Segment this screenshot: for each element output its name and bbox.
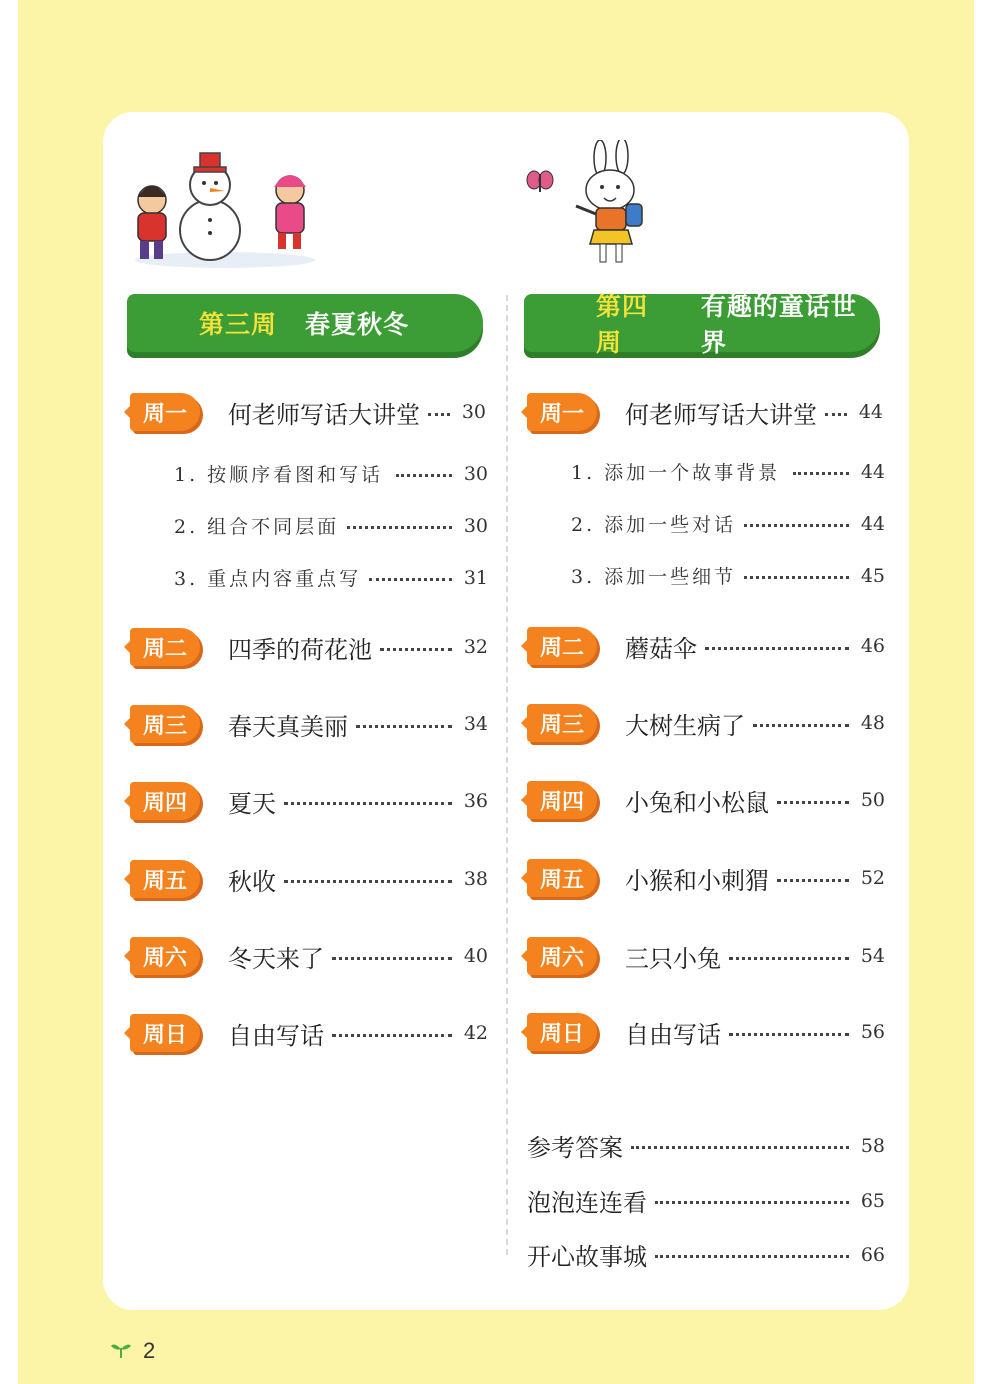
- leader-dots: [655, 1255, 849, 1258]
- day-tag: 周二: [130, 628, 200, 666]
- leader-dots: [705, 647, 849, 650]
- leader-dots: [347, 526, 452, 529]
- page-ref: 46: [860, 635, 885, 657]
- leader-dots: [777, 879, 849, 882]
- toc-entry[interactable]: [527, 937, 885, 975]
- week-number: 第四周: [596, 292, 649, 357]
- page-number: 2: [143, 1338, 156, 1363]
- page-ref: 56: [860, 1021, 885, 1043]
- day-tag: 周一: [130, 393, 200, 431]
- leader-dots: [655, 1201, 849, 1204]
- entry-title: 大树生病了: [625, 711, 745, 740]
- day-tag: 周三: [130, 705, 200, 743]
- leader-dots: [744, 524, 849, 527]
- page-ref: 50: [860, 789, 885, 811]
- subentry-title: 2. 添加一些对话: [571, 514, 737, 536]
- toc-extra-entry[interactable]: [527, 1237, 885, 1272]
- day-tag: 周六: [527, 937, 597, 975]
- page-ref: 58: [860, 1134, 885, 1157]
- entry-title: 何老师写话大讲堂: [625, 400, 817, 429]
- page-ref: 42: [463, 1022, 488, 1044]
- day-tag: 周二: [527, 627, 597, 665]
- leader-dots: [396, 474, 452, 477]
- page-ref: 54: [860, 945, 885, 967]
- page-ref: 44: [860, 512, 885, 535]
- entry-title: 四季的荷花池: [228, 635, 372, 664]
- leader-dots: [793, 472, 849, 475]
- leader-dots: [380, 648, 452, 651]
- day-tag: 周日: [527, 1013, 597, 1051]
- entry-title: 秋收: [228, 867, 276, 896]
- page-ref: 44: [858, 401, 883, 423]
- toc-entry[interactable]: [527, 781, 885, 819]
- toc-subentry[interactable]: [571, 510, 885, 537]
- day-tag: 周日: [130, 1014, 200, 1052]
- toc-subentry[interactable]: [174, 460, 488, 487]
- leader-dots: [729, 1033, 849, 1036]
- leader-dots: [744, 576, 849, 579]
- week-title: 有趣的童话世界: [700, 292, 857, 357]
- toc-entry[interactable]: [130, 1014, 488, 1052]
- week-title: 春夏秋冬: [305, 310, 410, 339]
- entry-title: 小兔和小松鼠: [625, 788, 769, 817]
- page-ref: 30: [463, 462, 488, 485]
- toc-entry[interactable]: [130, 937, 488, 975]
- day-tag: 周一: [527, 393, 597, 431]
- entry-title: 参考答案: [527, 1134, 623, 1162]
- leader-dots: [825, 413, 847, 416]
- week-header-left: [127, 294, 483, 352]
- subentry-title: 2. 组合不同层面: [174, 516, 340, 538]
- subentry-title: 3. 重点内容重点写: [174, 568, 362, 590]
- toc-subentry[interactable]: [174, 512, 488, 539]
- toc-entry[interactable]: [130, 705, 488, 743]
- day-tag: 周四: [527, 781, 597, 819]
- leader-dots: [777, 801, 849, 804]
- toc-subentry[interactable]: [174, 564, 488, 591]
- day-tag: 周四: [130, 782, 200, 820]
- page-ref: 30: [463, 514, 488, 537]
- subentry-title: 3. 添加一些细节: [571, 566, 737, 588]
- toc-subentry[interactable]: [571, 458, 885, 485]
- day-tag: 周六: [130, 937, 200, 975]
- leader-dots: [284, 802, 452, 805]
- page-ref: 52: [860, 867, 885, 889]
- leader-dots: [729, 957, 849, 960]
- entry-title: 开心故事城: [527, 1243, 647, 1271]
- toc-extra-entry[interactable]: [527, 1183, 885, 1218]
- entry-title: 自由写话: [228, 1021, 324, 1050]
- page-ref: 44: [860, 460, 885, 483]
- butterfly-icon: [525, 168, 555, 198]
- sprout-icon: [110, 1340, 132, 1360]
- day-tag: 周三: [527, 704, 597, 742]
- subentry-title: 1. 按顺序看图和写话: [174, 464, 384, 486]
- day-tag: 周五: [527, 859, 597, 897]
- entry-title: 何老师写话大讲堂: [228, 400, 420, 429]
- toc-entry[interactable]: [527, 704, 885, 742]
- page-ref: 65: [860, 1189, 885, 1212]
- column-divider: [506, 295, 508, 1255]
- leader-dots: [284, 880, 452, 883]
- entry-title: 冬天来了: [228, 944, 324, 973]
- leader-dots: [356, 725, 452, 728]
- page-ref: 31: [463, 566, 488, 589]
- page-ref: 36: [463, 790, 488, 812]
- page-ref: 34: [463, 713, 488, 735]
- page-ref: 45: [860, 564, 885, 587]
- page-ref: 32: [463, 636, 488, 658]
- leader-dots: [631, 1146, 849, 1149]
- page-ref: 48: [860, 712, 885, 734]
- page-ref: 38: [463, 868, 488, 890]
- entry-title: 夏天: [228, 789, 276, 818]
- page-ref: 66: [860, 1243, 885, 1266]
- snowman-illustration: [130, 145, 320, 270]
- entry-title: 自由写话: [625, 1020, 721, 1049]
- toc-entry[interactable]: [130, 628, 488, 666]
- page-ref: 40: [463, 945, 488, 967]
- entry-title: 小猴和小刺猬: [625, 866, 769, 895]
- toc-extra-entry[interactable]: [527, 1128, 885, 1163]
- toc-entry[interactable]: [527, 859, 885, 897]
- toc-entry[interactable]: [527, 1013, 885, 1051]
- toc-entry[interactable]: [130, 782, 488, 820]
- toc-entry[interactable]: [527, 627, 885, 665]
- entry-title: 三只小兔: [625, 944, 721, 973]
- entry-title: 春天真美丽: [228, 712, 348, 741]
- toc-entry[interactable]: [130, 860, 488, 898]
- leader-dots: [369, 578, 452, 581]
- entry-title: 泡泡连连看: [527, 1189, 647, 1217]
- toc-subentry[interactable]: [571, 562, 885, 589]
- day-tag: 周五: [130, 860, 200, 898]
- toc-entry[interactable]: [130, 393, 488, 431]
- toc-entry[interactable]: [527, 393, 885, 431]
- subentry-title: 1. 添加一个故事背景: [571, 462, 781, 484]
- week-number: 第三周: [199, 310, 278, 339]
- rabbit-illustration: [570, 140, 665, 270]
- leader-dots: [332, 957, 452, 960]
- page-ref: 30: [461, 401, 486, 423]
- entry-title: 蘑菇伞: [625, 634, 697, 663]
- leader-dots: [428, 413, 450, 416]
- leader-dots: [753, 724, 849, 727]
- week-header-right: [524, 292, 880, 357]
- leader-dots: [332, 1034, 452, 1037]
